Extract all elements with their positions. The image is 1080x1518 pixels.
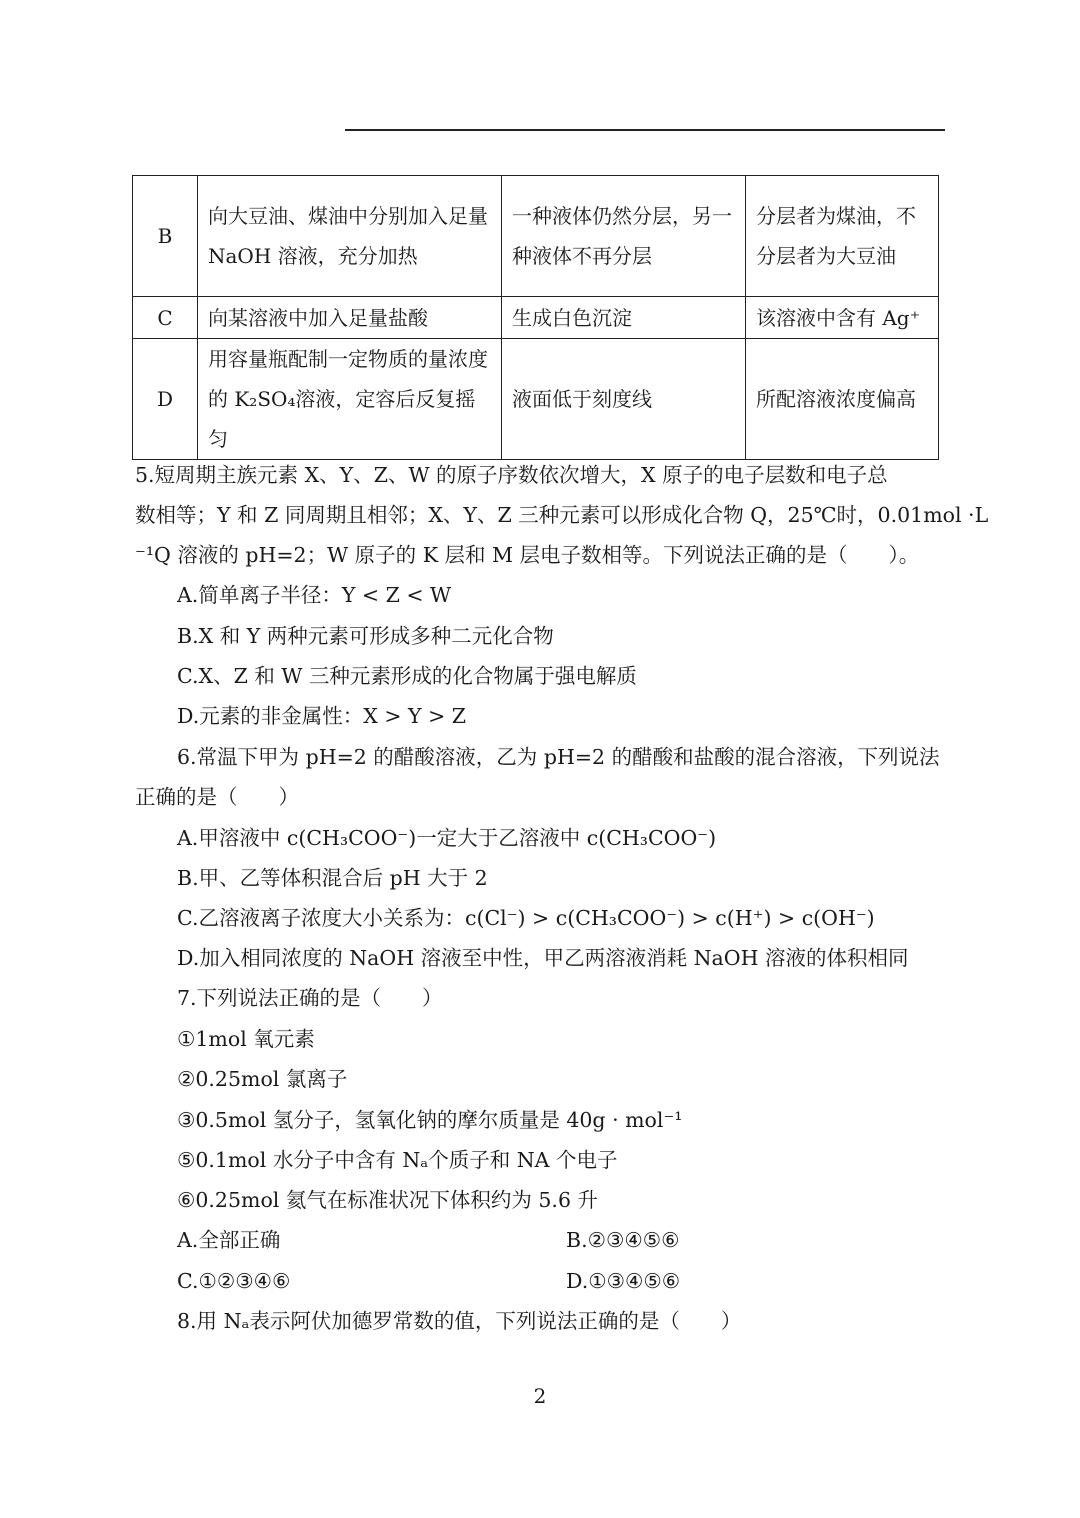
q5-option-c: C.X、Z 和 W 三种元素形成的化合物属于强电解质: [177, 664, 637, 688]
q6-option-c: C.乙溶液离子浓度大小关系为：c(Cl⁻) > c(CH₃COO⁻) > c(H⁺) > c(OH⁻): [177, 906, 875, 930]
q7-item: ②0.25mol 氯离子: [177, 1067, 348, 1091]
operation-cell: 向某溶液中加入足量盐酸: [198, 297, 502, 339]
q7-item: ⑥0.25mol 氦气在标准状况下体积约为 5.6 升: [177, 1188, 599, 1212]
option-cell: B: [133, 176, 198, 297]
q7-item: ①1mol 氧元素: [177, 1027, 315, 1051]
phenomenon-cell: 一种液体仍然分层，另一种液体不再分层: [502, 176, 746, 297]
q8-stem: 8.用 Nₐ表示阿伏加德罗常数的值，下列说法正确的是（ ）: [177, 1309, 742, 1333]
page-number: 2: [533, 1384, 547, 1408]
q7-stem: 7.下列说法正确的是（ ）: [177, 986, 443, 1010]
conclusion-cell: 所配溶液浓度偏高: [746, 339, 939, 460]
q7-option-c: C.①②③④⑥: [177, 1269, 291, 1293]
q5-option-a: A.简单离子半径：Y < Z < W: [177, 583, 452, 607]
q5-option-d: D.元素的非金属性：X > Y > Z: [177, 704, 467, 728]
q6-option-a: A.甲溶液中 c(CH₃COO⁻)一定大于乙溶液中 c(CH₃COO⁻): [177, 826, 717, 850]
option-cell: D: [133, 339, 198, 460]
phenomenon-cell: 生成白色沉淀: [502, 297, 746, 339]
conclusion-cell: 分层者为煤油，不分层者为大豆油: [746, 176, 939, 297]
q5-stem: 数相等；Y 和 Z 同周期且相邻；X、Y、Z 三种元素可以形成化合物 Q，25℃时，0.01mol ·L: [135, 503, 989, 527]
q5-stem: ⁻¹Q 溶液的 pH=2；W 原子的 K 层和 M 层电子数相等。下列说法正确的是（ ）。: [135, 543, 920, 567]
q5-stem: 5.短周期主族元素 X、Y、Z、W 的原子序数依次增大，X 原子的电子层数和电子总: [135, 463, 888, 487]
header-rule: [345, 129, 945, 131]
q7-option-d: D.①③④⑤⑥: [566, 1269, 681, 1293]
q6-option-d: D.加入相同浓度的 NaOH 溶液至中性，甲乙两溶液消耗 NaOH 溶液的体积相同: [177, 946, 909, 970]
q6-option-b: B.甲、乙等体积混合后 pH 大于 2: [177, 866, 488, 890]
q5-option-b: B.X 和 Y 两种元素可形成多种二元化合物: [177, 624, 554, 648]
table-row: [133, 176, 939, 297]
table-row: [133, 339, 939, 460]
operation-cell: 用容量瓶配制一定物质的量浓度的 K₂SO₄溶液，定容后反复摇匀: [198, 339, 502, 460]
experiment-table: [132, 175, 939, 460]
phenomenon-cell: 液面低于刻度线: [502, 339, 746, 460]
q7-option-a: A.全部正确: [177, 1228, 281, 1252]
q7-item: ⑤0.1mol 水分子中含有 Nₐ个质子和 NA 个电子: [177, 1148, 618, 1172]
q6-stem: 正确的是（ ）: [135, 785, 299, 809]
q7-item: ③0.5mol 氢分子，氢氧化钠的摩尔质量是 40g · mol⁻¹: [177, 1108, 683, 1132]
table-row: [133, 297, 939, 339]
option-cell: C: [133, 297, 198, 339]
q6-stem: 6.常温下甲为 pH=2 的醋酸溶液，乙为 pH=2 的醋酸和盐酸的混合溶液，下列说法: [177, 745, 940, 769]
operation-cell: 向大豆油、煤油中分别加入足量 NaOH 溶液，充分加热: [198, 176, 502, 297]
q7-option-b: B.②③④⑤⑥: [566, 1228, 680, 1252]
conclusion-cell: 该溶液中含有 Ag⁺: [746, 297, 939, 339]
